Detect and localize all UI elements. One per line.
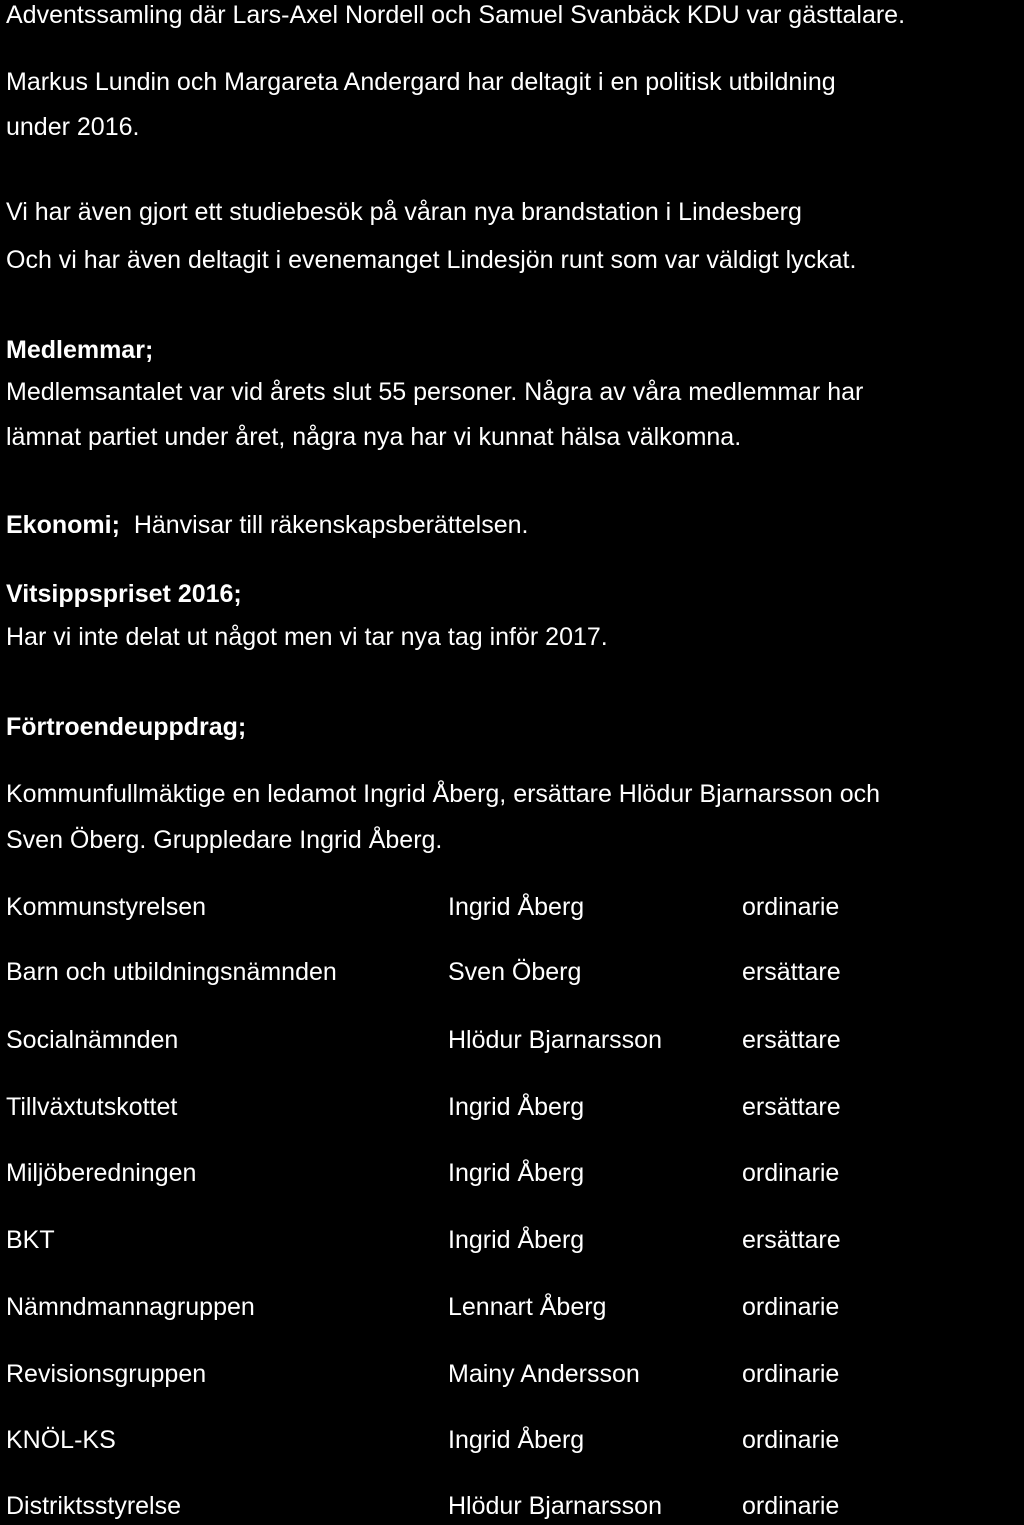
intro-line-1: Adventssamling där Lars-Axel Nordell och Samuel Svanbäck KDU var gästtalare. xyxy=(6,1,906,29)
row-body: Miljöberedningen xyxy=(6,1159,197,1187)
intro-line-2: Markus Lundin och Margareta Andergard har deltagit i en politisk utbildning xyxy=(6,68,836,96)
row-body: Barn och utbildningsnämnden xyxy=(6,958,337,986)
row-body: Revisionsgruppen xyxy=(6,1360,207,1388)
members-line-1: Medlemsantalet var vid årets slut 55 personer. Några av våra medlemmar har xyxy=(6,378,864,406)
row-person: Lennart Åberg xyxy=(448,1293,607,1321)
intro-line-3: under 2016. xyxy=(6,113,140,141)
row-person: Mainy Andersson xyxy=(448,1360,640,1388)
row-role: ersättare xyxy=(742,1226,841,1254)
intro-line-5: Och vi har även deltagit i evenemanget Lindesjön runt som var väldigt lyckat. xyxy=(6,246,857,274)
row-person: Ingrid Åberg xyxy=(448,893,585,921)
row-role: ordinarie xyxy=(742,1159,840,1187)
row-body: Distriktsstyrelse xyxy=(6,1492,182,1520)
row-person: Hlödur Bjarnarsson xyxy=(448,1492,662,1520)
prize-heading: Vitsippspriset 2016; xyxy=(6,580,242,608)
row-role: ordinarie xyxy=(742,1426,840,1454)
prize-text: Har vi inte delat ut något men vi tar nya tag inför 2017. xyxy=(6,623,608,651)
assignments-line-2: Sven Öberg. Gruppledare Ingrid Åberg. xyxy=(6,826,443,854)
row-person: Hlödur Bjarnarsson xyxy=(448,1026,662,1054)
row-role: ordinarie xyxy=(742,893,840,921)
row-role: ersättare xyxy=(742,958,841,986)
members-heading: Medlemmar; xyxy=(6,336,154,364)
row-body: Kommunstyrelsen xyxy=(6,893,207,921)
row-person: Ingrid Åberg xyxy=(448,1093,585,1121)
row-person: Ingrid Åberg xyxy=(448,1159,585,1187)
economy-line xyxy=(6,513,528,538)
members-line-2: lämnat partiet under året, några nya har vi kunnat hälsa välkomna. xyxy=(6,423,742,451)
economy-text: Hänvisar till räkenskapsberättelsen. xyxy=(133,511,529,539)
row-person: Sven Öberg xyxy=(448,958,582,986)
row-body: Nämndmannagruppen xyxy=(6,1293,255,1321)
row-body: Tillväxtutskottet xyxy=(6,1093,178,1121)
assignments-heading: Förtroendeuppdrag; xyxy=(6,713,247,741)
row-role: ordinarie xyxy=(742,1492,840,1520)
row-person: Ingrid Åberg xyxy=(448,1226,585,1254)
economy-heading: Ekonomi; xyxy=(6,511,120,539)
row-role: ordinarie xyxy=(742,1360,840,1388)
row-person: Ingrid Åberg xyxy=(448,1426,585,1454)
assignments-line-1: Kommunfullmäktige en ledamot Ingrid Åberg, ersättare Hlödur Bjarnarsson och xyxy=(6,780,881,808)
row-role: ersättare xyxy=(742,1026,841,1054)
row-body: KNÖL-KS xyxy=(6,1426,116,1454)
row-body: Socialnämnden xyxy=(6,1026,179,1054)
row-role: ersättare xyxy=(742,1093,841,1121)
intro-line-4: Vi har även gjort ett studiebesök på våran nya brandstation i Lindesberg xyxy=(6,198,802,226)
row-role: ordinarie xyxy=(742,1293,840,1321)
row-body: BKT xyxy=(6,1226,55,1254)
